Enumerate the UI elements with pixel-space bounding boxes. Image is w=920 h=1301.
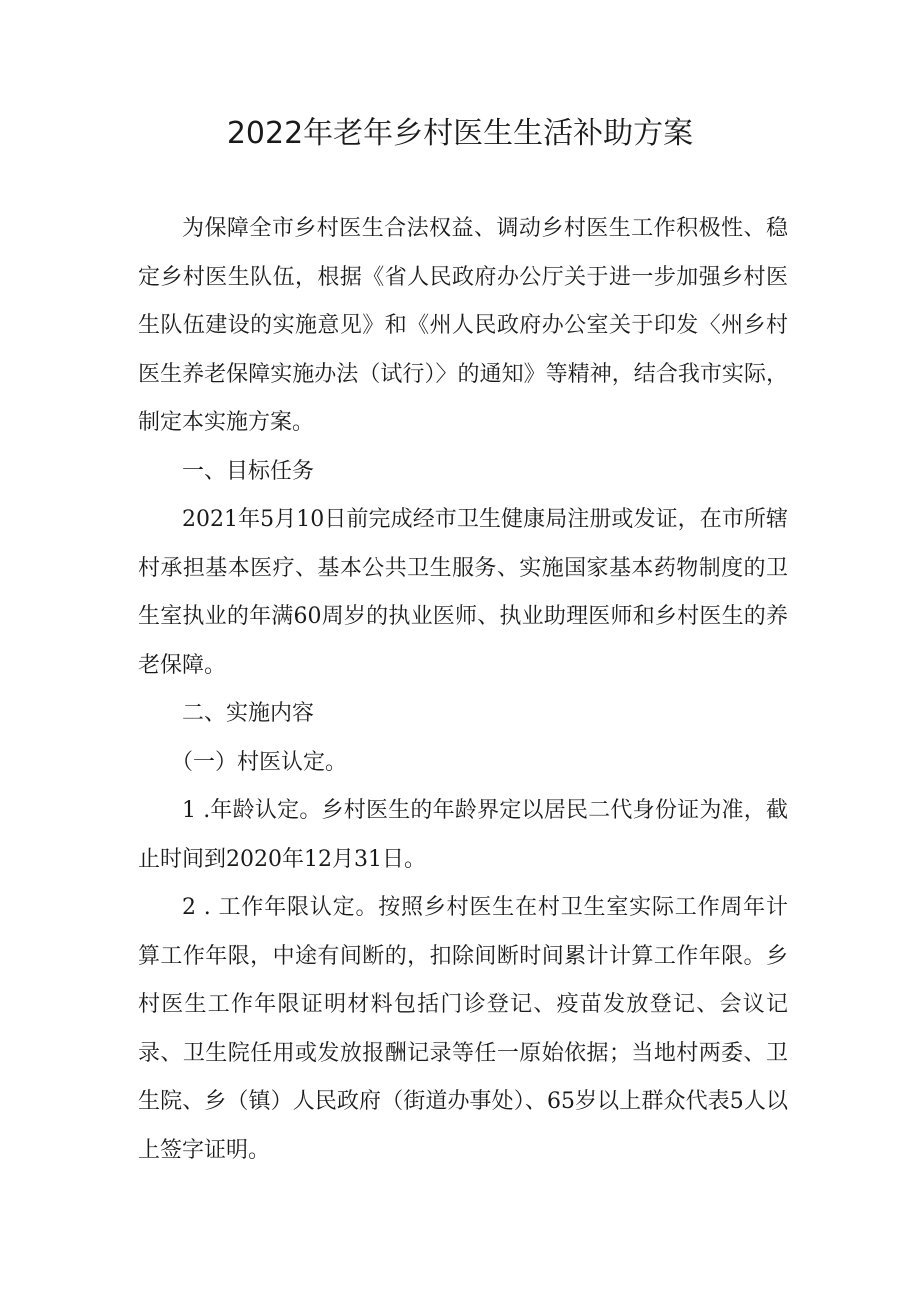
goals-paragraph: 2021年5月10日前完成经市卫生健康局注册或发证，在市所辖村承担基本医疗、基本公共卫生服务、实施国家基本药物制度的卫生室执业的年满60周岁的执业医师、执业助理医师和乡村医生的养老保障。 <box>138 507 788 678</box>
intro-paragraph: 为保障全市乡村医生合法权益、调动乡村医生工作积极性、稳定乡村医生队伍，根据《省人民政府办公厅关于进一步加强乡村医生队伍建设的实施意见》和《州人民政府办公室关于印发〈州乡村医生养老保障实施办法（试行）〉的通知》等精神，结合我市实际，制定本实施方案。 <box>138 216 788 435</box>
section-heading-goals: 一、目标任务 <box>182 458 315 484</box>
subsection-heading-doctor-recognition: （一）村医认定。 <box>171 749 348 775</box>
section-heading-content: 二、实施内容 <box>182 701 315 726</box>
work-years-recognition-paragraph: 2 . 工作年限认定。按照乡村医生在村卫生室实际工作周年计算工作年限，中途有间断的，扣除间断时间累计计算工作年限。乡村医生工作年限证明材料包括门诊登记、疫苗发放登记、会议记录、卫生院任用或发放报酬记录等任一原始依据；当地村两委、卫生院、乡（镇）人民政府（街道办事处）、65岁以上群众代表5人以上签字证明。 <box>138 895 788 1163</box>
age-recognition-paragraph: 1 .年龄认定。乡村医生的年龄界定以居民二代身份证为准，截止时间到2020年12月31日。 <box>138 798 788 872</box>
document-title: 2022年老年乡村医生生活补助方案 <box>226 116 694 151</box>
document-body <box>138 205 788 1175</box>
